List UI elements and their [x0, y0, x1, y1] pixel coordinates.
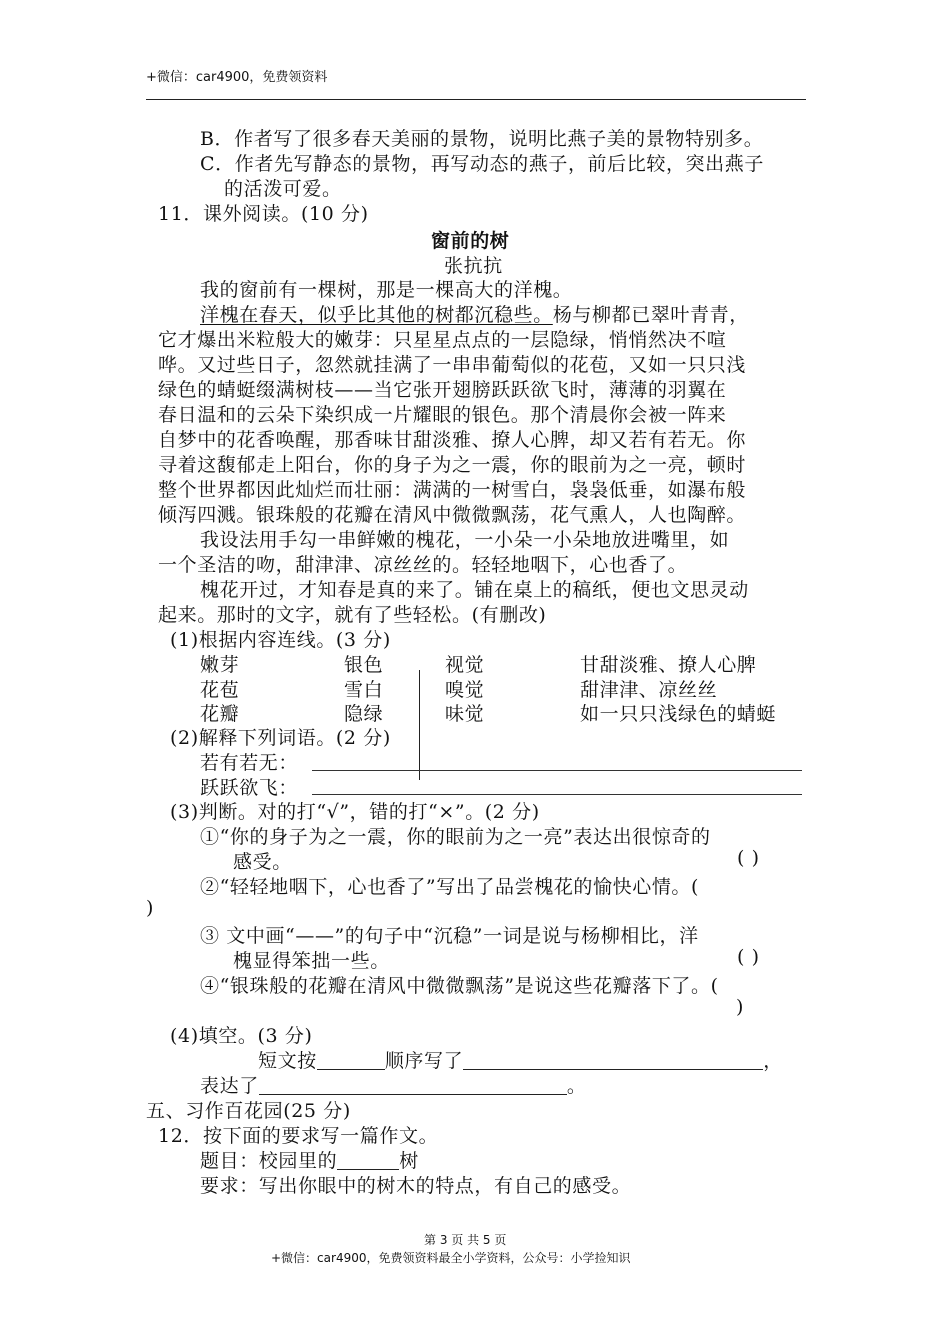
q10-option-c: C．作者先写静态的景物，再写动态的燕子，前后比较，突出燕子 [200, 153, 764, 175]
fill-line-1 [258, 1046, 783, 1073]
passage-line: 整个世界都因此灿烂而壮丽：满满的一树雪白，袅袅低垂，如瀑布般 [158, 479, 747, 501]
match-col1-item: 花苞 [200, 679, 240, 701]
match-col4-item: 如一只只浅绿色的蜻蜓 [580, 703, 777, 725]
passage-line: 寻着这馥郁走上阳台，你的身子为之一震，你的眼前为之一亮，顿时 [158, 454, 747, 476]
section5-heading: 五、习作百花园(25 分) [146, 1100, 351, 1122]
match-col2-item: 银色 [344, 654, 384, 676]
fill-text: 短文按 [258, 1050, 317, 1072]
topic-blank[interactable] [337, 1151, 399, 1170]
judge-item-1-cont: 感受。 [233, 851, 292, 873]
sub2-label: (2)解释下列词语。(2 分) [170, 727, 391, 749]
match-col3-item: 嗅觉 [445, 679, 485, 701]
page-number: 第 3 页 共 5 页 [424, 1233, 507, 1247]
word2-answer-line[interactable] [312, 794, 802, 795]
word1-label: 若有若无： [200, 752, 299, 774]
word1-answer-line[interactable] [312, 770, 802, 771]
match-col3-item: 视觉 [445, 654, 485, 676]
passage-p3-line: 我设法用手勾一串鲜嫩的槐花，一小朵一小朵地放进嘴里，如 [200, 529, 730, 551]
header-rule [146, 99, 806, 100]
judge-item-4-close: ) [736, 996, 745, 1018]
q10-option-b: B．作者写了很多春天美丽的景物，说明比燕子美的景物特别多。 [200, 128, 764, 150]
q12-heading: 12．按下面的要求写一篇作文。 [158, 1125, 439, 1147]
q11-heading: 11．课外阅读。(10 分) [158, 203, 369, 225]
passage-author: 张抗抗 [444, 255, 503, 277]
match-col4-item: 甜津津、凉丝丝 [580, 679, 718, 701]
judge-item-2-close: ) [146, 897, 155, 919]
judge-item-2: ②“轻轻地咽下，心也香了”写出了品尝槐花的愉快心情。( [200, 876, 700, 898]
match-col3-item: 味觉 [445, 703, 485, 725]
fill-text: 表达了 [200, 1075, 259, 1097]
passage-p2-first-line [200, 300, 749, 327]
passage-p3-line: 一个圣洁的吻，甜津津、凉丝丝的。轻轻地咽下，心也香了。 [158, 554, 688, 576]
fill-text: ， [763, 1050, 783, 1072]
passage-p1: 我的窗前有一棵树，那是一棵高大的洋槐。 [200, 279, 573, 301]
order-blank[interactable] [317, 1051, 385, 1070]
essay-topic [200, 1146, 419, 1173]
passage-p4-line: 槐花开过，才知春是真的来了。铺在桌上的稿纸，便也文思灵动 [200, 579, 749, 601]
passage-line: 自梦中的花香唤醒，那香味甘甜淡雅、撩人心脾，却又若有若无。你 [158, 429, 747, 451]
judge-item-3-answer[interactable]: ( ) [737, 946, 760, 968]
match-col2-item: 隐绿 [344, 703, 384, 725]
match-col2-item: 雪白 [344, 679, 384, 701]
passage-line: 它才爆出米粒般大的嫩芽：只星星点点的一层隐绿，悄悄然决不喧 [158, 329, 727, 351]
sub1-label: (1)根据内容连线。(3 分) [170, 629, 391, 651]
q10-option-c-cont: 的活泼可爱。 [224, 178, 342, 200]
passage-title: 窗前的树 [431, 230, 510, 252]
judge-item-4: ④“银珠般的花瓣在清风中微微飘荡”是说这些花瓣落下了。( [200, 975, 719, 997]
match-col4-item: 甘甜淡雅、撩人心脾 [580, 654, 757, 676]
topic-text: 题目：校园里的 [200, 1150, 338, 1172]
underlined-sentence: 洋槐在春天，似乎比其他的树都沉稳些。 [200, 304, 553, 326]
passage-line: 绿色的蜻蜓缀满树枝——当它张开翅膀跃跃欲飞时，薄薄的羽翼在 [158, 379, 727, 401]
match-col1-item: 嫩芽 [200, 654, 240, 676]
content-blank[interactable] [463, 1051, 763, 1070]
judge-item-3: ③ 文中画“——”的句子中“沉稳”一词是说与杨柳相比，洋 [200, 925, 699, 947]
judge-item-1: ①“你的身子为之一震，你的眼前为之一亮”表达出很惊奇的 [200, 826, 711, 848]
fill-line-2 [200, 1071, 586, 1098]
sub3-label: (3)判断。对的打“√”，错的打“×”。(2 分) [170, 801, 540, 823]
passage-line: 倾泻四溅。银珠般的花瓣在清风中微微飘荡，花气熏人，人也陶醉。 [158, 504, 747, 526]
header-watermark: +微信：car4900，免费领资料 [146, 70, 328, 85]
topic-text: 树 [399, 1150, 419, 1172]
p2-rest: 杨与柳都已翠叶青青， [552, 304, 749, 326]
judge-item-3-cont: 槐显得笨拙一些。 [233, 950, 390, 972]
match-col1-item: 花瓣 [200, 703, 240, 725]
footer-watermark: +微信：car4900，免费领资料最全小学资料，公众号：小学捡知识 [271, 1251, 631, 1265]
word2-label: 跃跃欲飞： [200, 777, 299, 799]
fill-text: 顺序写了 [384, 1050, 464, 1072]
fill-text: 。 [566, 1075, 587, 1097]
passage-line: 春日温和的云朵下染织成一片耀眼的银色。那个清晨你会被一阵来 [158, 404, 727, 426]
sub4-label: (4)填空。(3 分) [170, 1025, 313, 1047]
passage-p4-line: 起来。那时的文字，就有了些轻松。(有删改) [158, 604, 547, 626]
feeling-blank[interactable] [259, 1076, 567, 1095]
passage-line: 哗。又过些日子，忽然就挂满了一串串葡萄似的花苞，又如一只只浅 [158, 354, 747, 376]
judge-item-1-answer[interactable]: ( ) [737, 847, 760, 869]
divider-line [419, 670, 420, 780]
essay-requirement: 要求：写出你眼中的树木的特点，有自己的感受。 [200, 1175, 632, 1197]
